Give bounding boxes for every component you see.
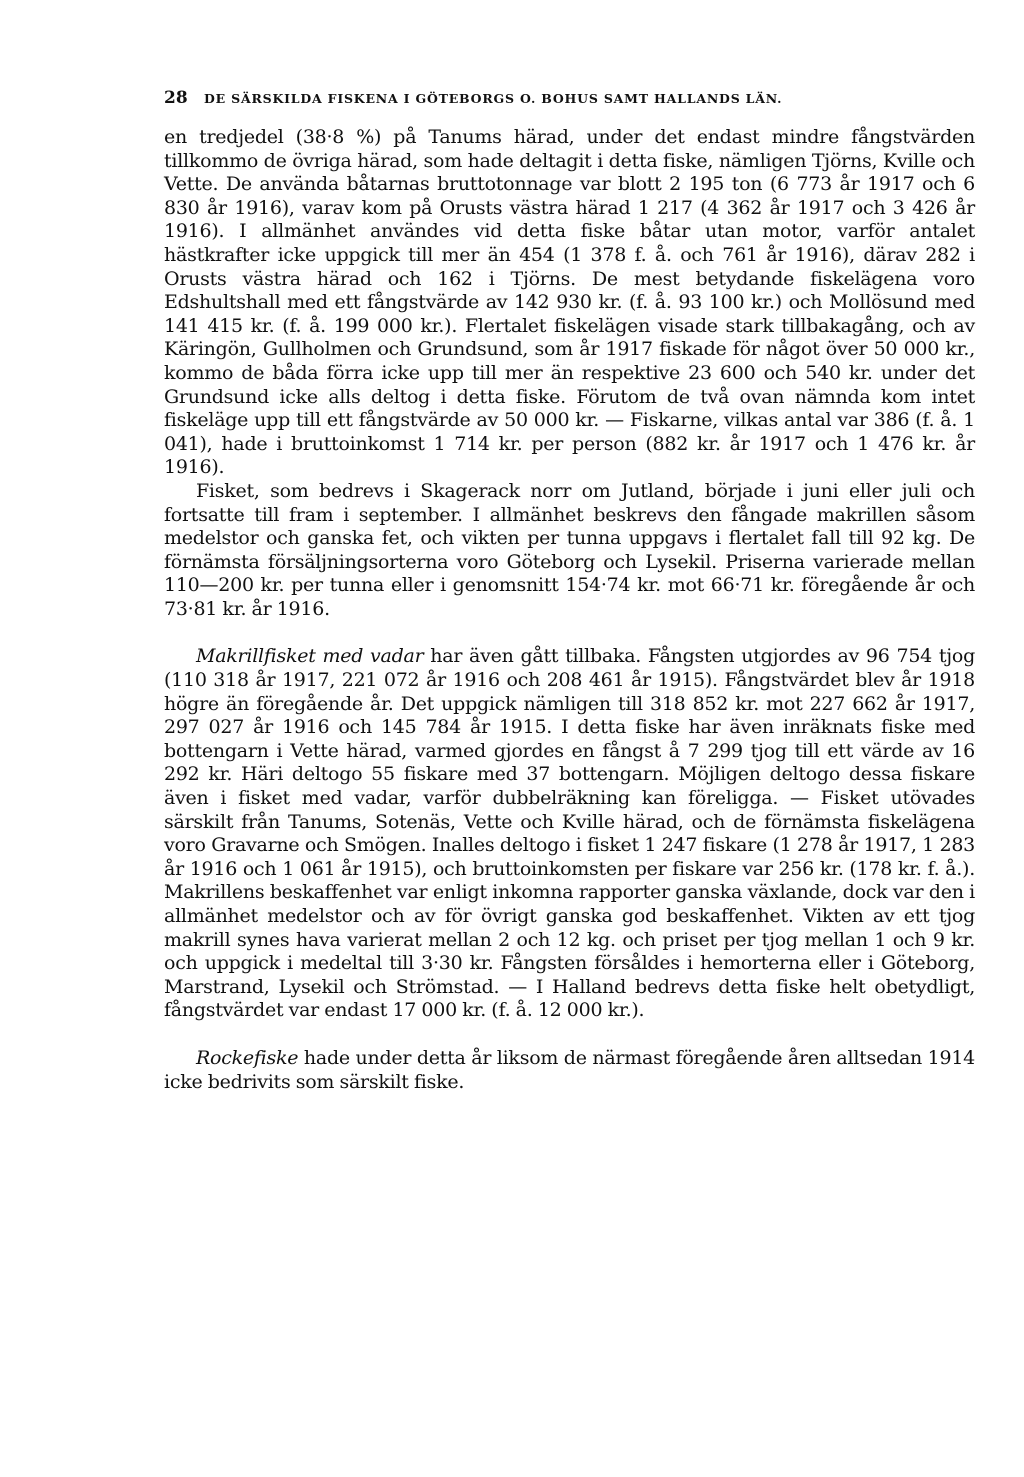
paragraph-4 bbox=[164, 1047, 975, 1094]
document-page bbox=[164, 88, 975, 1094]
page-header bbox=[164, 88, 975, 110]
page-number: 28 bbox=[164, 88, 188, 108]
paragraph-4-body: hade under detta år liksom de närmast föregående åren alltsedan 1914 icke bedrivits som särskilt fiske. bbox=[164, 1046, 975, 1093]
paragraph-3 bbox=[164, 645, 975, 1023]
paragraph-3-heading: Makrillfisket med vadar bbox=[196, 645, 424, 668]
running-title: DE SÄRSKILDA FISKENA I GÖTEBORGS O. BOHUS SAMT HALLANDS LÄN. bbox=[204, 91, 783, 106]
paragraph-1: en tredjedel (38·8 %) på Tanums härad, under det endast mindre fångstvärden tillkommo de övriga härad, som hade deltagit i detta fiske, nämligen Tjörns, Kville och Vette. De använda båtarnas bruttotonnage var blott 2 195 ton (6 773 år 1917 och 6 830 år 1916), varav kom på Orusts västra härad 1 217 (4 362 år 1917 och 3 426 år 1916). I allmänhet användes vid detta fiske båtar utan motor, varför antalet hästkrafter icke uppgick till mer än 454 (1 378 f. å. och 761 år 1916), därav 282 i Orusts västra härad och 162 i Tjörns. De mest betydande fiskelägena voro Edshultshall med ett fångstvärde av 142 930 kr. (f. å. 93 100 kr.) och Mollösund med 141 415 kr. (f. å. 199 000 kr.). Flertalet fiskelägen visade stark tillbakagång, och av Käringön, Gullholmen och Grundsund, som år 1917 fiskade för något över 50 000 kr., kommo de båda förra icke upp till mer än respektive 23 600 och 540 kr. under det Grundsund icke alls deltog i detta fiske. Förutom de två ovan nämnda kom intet fiskeläge upp till ett fångstvärde av 50 000 kr. — Fiskarne, vilkas antal var 386 (f. å. 1 041), hade i bruttoinkomst 1 714 kr. per person (882 kr. år 1917 och 1 476 kr. år 1916). bbox=[164, 126, 975, 479]
paragraph-2: Fisket, som bedrevs i Skagerack norr om Jutland, började i juni eller juli och fortsatte till fram i september. I allmänhet beskrevs den fångade makrillen såsom medelstor och ganska fet, och vikten per tunna uppgavs i flertalet fall till 92 kg. De förnämsta försäljningsorterna voro Göteborg och Lysekil. Priserna varierade mellan 110—200 kr. per tunna eller i genomsnitt 154·74 kr. mot 66·71 kr. föregående år och 73·81 kr. år 1916. bbox=[164, 479, 975, 620]
paragraph-4-heading: Rockefiske bbox=[196, 1046, 299, 1069]
paragraph-3-body: har även gått tillbaka. Fångsten utgjordes av 96 754 tjog (110 318 år 1917, 221 072 år 1916 och 208 461 år 1915). Fångstvärdet blev år 1918 högre än föregående år. Det uppgick nämligen till 318 852 kr. mot 227 662 år 1917, 297 027 år 1916 och 145 784 år 1915. I detta fiske har även inräknats fiske med bottengarn i Vette härad, varmed gjordes en fångst å 7 299 tjog till ett värde av 16 292 kr. Häri deltogo 55 fiskare med 37 bottengarn. Möjligen deltogo dessa fiskare även i fisket med vadar, varför dubbelräkning kan föreligga. — Fisket utövades särskilt från Tanums, Sotenäs, Vette och Kville härad, och de förnämsta fiskelägena voro Gravarne och Smögen. Inalles deltogo i fisket 1 247 fiskare (1 278 år 1917, 1 283 år 1916 och 1 061 år 1915), och bruttoinkomsten per fiskare var 256 kr. (178 kr. f. å.). Makrillens beskaffenhet var enligt inkomna rapporter ganska växlande, dock var den i allmänhet medelstor och av för övrigt ganska god beskaffenhet. Vikten av ett tjog makrill synes hava varierat mellan 2 och 12 kg. och priset per tjog mellan 1 och 9 kr. och uppgick i medeltal till 3·30 kr. Fångsten försåldes i hemorterna eller i Göteborg, Marstrand, Lysekil och Strömstad. — I Halland bedrevs detta fiske helt obetydligt, fångstvärdet var endast 17 000 kr. (f. å. 12 000 kr.). bbox=[164, 645, 975, 1022]
